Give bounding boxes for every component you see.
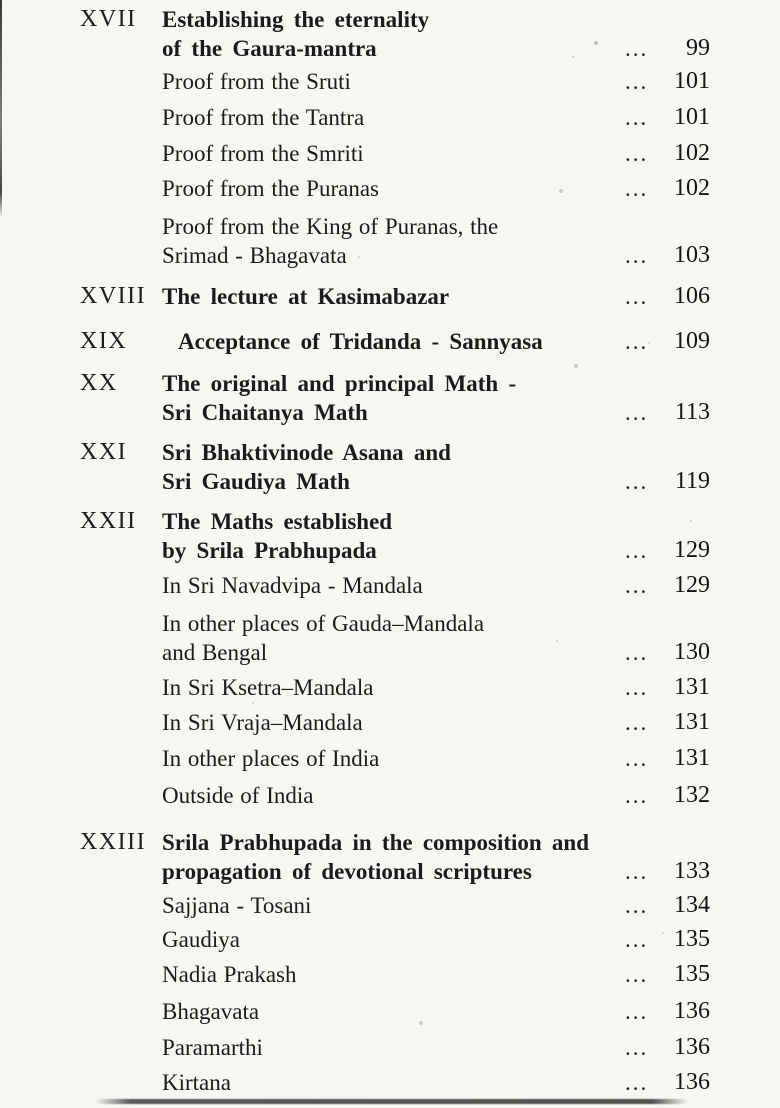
entry-title-line: Sri Chaitanya Math — [162, 400, 368, 425]
entry-title-line: The lecture at Kasimabazar — [162, 284, 450, 309]
page-number: 106 — [674, 283, 710, 309]
toc-chapter-entry — [0, 828, 780, 886]
toc-chapter-entry — [0, 369, 780, 427]
toc-chapter-entry — [0, 327, 780, 356]
entry-title-line: Proof from the Tantra — [162, 105, 365, 130]
toc-sub-entry — [0, 997, 780, 1026]
chapter-numeral: XVIII — [80, 283, 147, 309]
leader-dots: ... — [625, 36, 649, 61]
toc-sub-entry — [0, 139, 780, 168]
toc-sub-entry — [0, 67, 780, 96]
leader-dots: ... — [625, 329, 649, 354]
page-number: 101 — [674, 68, 710, 94]
entry-title-line: Sri Bhaktivinode Asana and — [162, 440, 451, 465]
page-number: 103 — [674, 242, 710, 268]
page-number: 135 — [674, 926, 710, 952]
entry-title-line: and Bengal — [162, 640, 268, 665]
page-number: 131 — [674, 745, 710, 771]
entry-title-line: In Sri Ksetra–Mandala — [162, 675, 374, 700]
entry-title-line: The original and principal Math - — [162, 371, 517, 396]
leader-dots: ... — [625, 999, 649, 1024]
entry-title-line: Nadia Prakash — [162, 962, 297, 987]
page-number: 129 — [674, 572, 710, 598]
entry-title-line: Establishing the eternality — [162, 7, 430, 32]
chapter-numeral: XXI — [80, 439, 128, 465]
entry-title-line: Srila Prabhupada in the composition and — [162, 830, 590, 855]
leader-dots: ... — [625, 105, 649, 130]
entry-title-line: In Sri Vraja–Mandala — [162, 710, 363, 735]
leader-dots: ... — [625, 469, 649, 494]
entry-title-line: Bhagavata — [162, 999, 260, 1024]
leader-dots: ... — [625, 859, 649, 884]
chapter-numeral: XVII — [80, 6, 137, 32]
chapter-numeral: XIX — [80, 328, 128, 354]
page-number: 131 — [674, 709, 710, 735]
page-number: 131 — [674, 674, 710, 700]
leader-dots: ... — [625, 400, 649, 425]
page-number: 109 — [674, 328, 710, 354]
chapter-numeral: XX — [80, 370, 118, 396]
entry-title-line: Proof from the Sruti — [162, 69, 351, 94]
leader-dots: ... — [625, 284, 649, 309]
scan-speckles — [0, 0, 2, 2]
leader-dots: ... — [625, 746, 649, 771]
page-number: 133 — [674, 858, 710, 884]
page-number: 119 — [674, 468, 710, 494]
toc-sub-entry — [0, 708, 780, 737]
toc-chapter-entry — [0, 282, 780, 311]
chapter-numeral: XXIII — [80, 829, 147, 855]
page-number: 132 — [674, 782, 710, 808]
page-number: 136 — [674, 998, 710, 1024]
leader-dots: ... — [625, 538, 649, 563]
leader-dots: ... — [625, 243, 649, 268]
entry-title-line: Acceptance of Tridanda - Sannyasa — [178, 329, 543, 354]
entry-title-line: Gaudiya — [162, 927, 240, 952]
toc-sub-entry — [0, 571, 780, 600]
page-number: 136 — [674, 1069, 710, 1095]
leader-dots: ... — [625, 69, 649, 94]
toc-sub-entry — [0, 609, 780, 667]
leader-dots: ... — [625, 962, 649, 987]
toc-sub-entry — [0, 1068, 780, 1097]
entry-title-line: The Maths established — [162, 509, 393, 534]
entry-title-line: In other places of Gauda–Mandala — [162, 611, 485, 636]
toc-chapter-entry — [0, 438, 780, 496]
leader-dots: ... — [625, 1035, 649, 1060]
scan-shadow-bottom — [95, 1099, 688, 1104]
leader-dots: ... — [625, 675, 649, 700]
toc-sub-entry — [0, 174, 780, 203]
page-number: 134 — [674, 892, 710, 918]
leader-dots: ... — [625, 783, 649, 808]
leader-dots: ... — [625, 927, 649, 952]
entry-title-line: Paramarthi — [162, 1035, 263, 1060]
leader-dots: ... — [625, 640, 649, 665]
page-number: 135 — [674, 961, 710, 987]
leader-dots: ... — [625, 710, 649, 735]
page-number: 101 — [674, 104, 710, 130]
toc-sub-entry — [0, 1033, 780, 1062]
entry-title-line: propagation of devotional scriptures — [162, 859, 532, 884]
leader-dots: ... — [625, 893, 649, 918]
entry-title-line: Proof from the King of Puranas, the — [162, 214, 499, 239]
page-number: 113 — [674, 399, 710, 425]
leader-dots: ... — [625, 176, 649, 201]
entry-title-line: Sri Gaudiya Math — [162, 469, 350, 494]
toc-sub-entry — [0, 673, 780, 702]
entry-title-line: In Sri Navadvipa - Mandala — [162, 573, 423, 598]
chapter-numeral: XXII — [80, 508, 137, 534]
toc-sub-entry — [0, 891, 780, 920]
entry-title-line: Outside of India — [162, 783, 314, 808]
entry-title-line: In other places of India — [162, 746, 380, 771]
toc-sub-entry — [0, 781, 780, 810]
entry-title-line: Srimad - Bhagavata — [162, 243, 347, 268]
page-number: 102 — [674, 175, 710, 201]
entry-title-line: Sajjana - Tosani — [162, 893, 312, 918]
leader-dots: ... — [625, 573, 649, 598]
toc-sub-entry — [0, 925, 780, 954]
toc-chapter-entry — [0, 5, 780, 63]
toc-sub-entry — [0, 744, 780, 773]
toc-sub-entry — [0, 103, 780, 132]
page-number: 129 — [674, 537, 710, 563]
page-number: 102 — [674, 140, 710, 166]
leader-dots: ... — [625, 1070, 649, 1095]
page-number: 136 — [674, 1034, 710, 1060]
leader-dots: ... — [625, 141, 649, 166]
entry-title-line: of the Gaura-mantra — [162, 36, 377, 61]
toc-sub-entry — [0, 212, 780, 270]
toc-sub-entry — [0, 960, 780, 989]
entry-title-line: Kirtana — [162, 1070, 231, 1095]
toc-chapter-entry — [0, 507, 780, 565]
entry-title-line: Proof from the Puranas — [162, 176, 379, 201]
entry-title-line: by Srila Prabhupada — [162, 538, 377, 563]
page-number: 130 — [674, 639, 710, 665]
page-number: 99 — [686, 35, 710, 61]
entry-title-line: Proof from the Smriti — [162, 141, 364, 166]
